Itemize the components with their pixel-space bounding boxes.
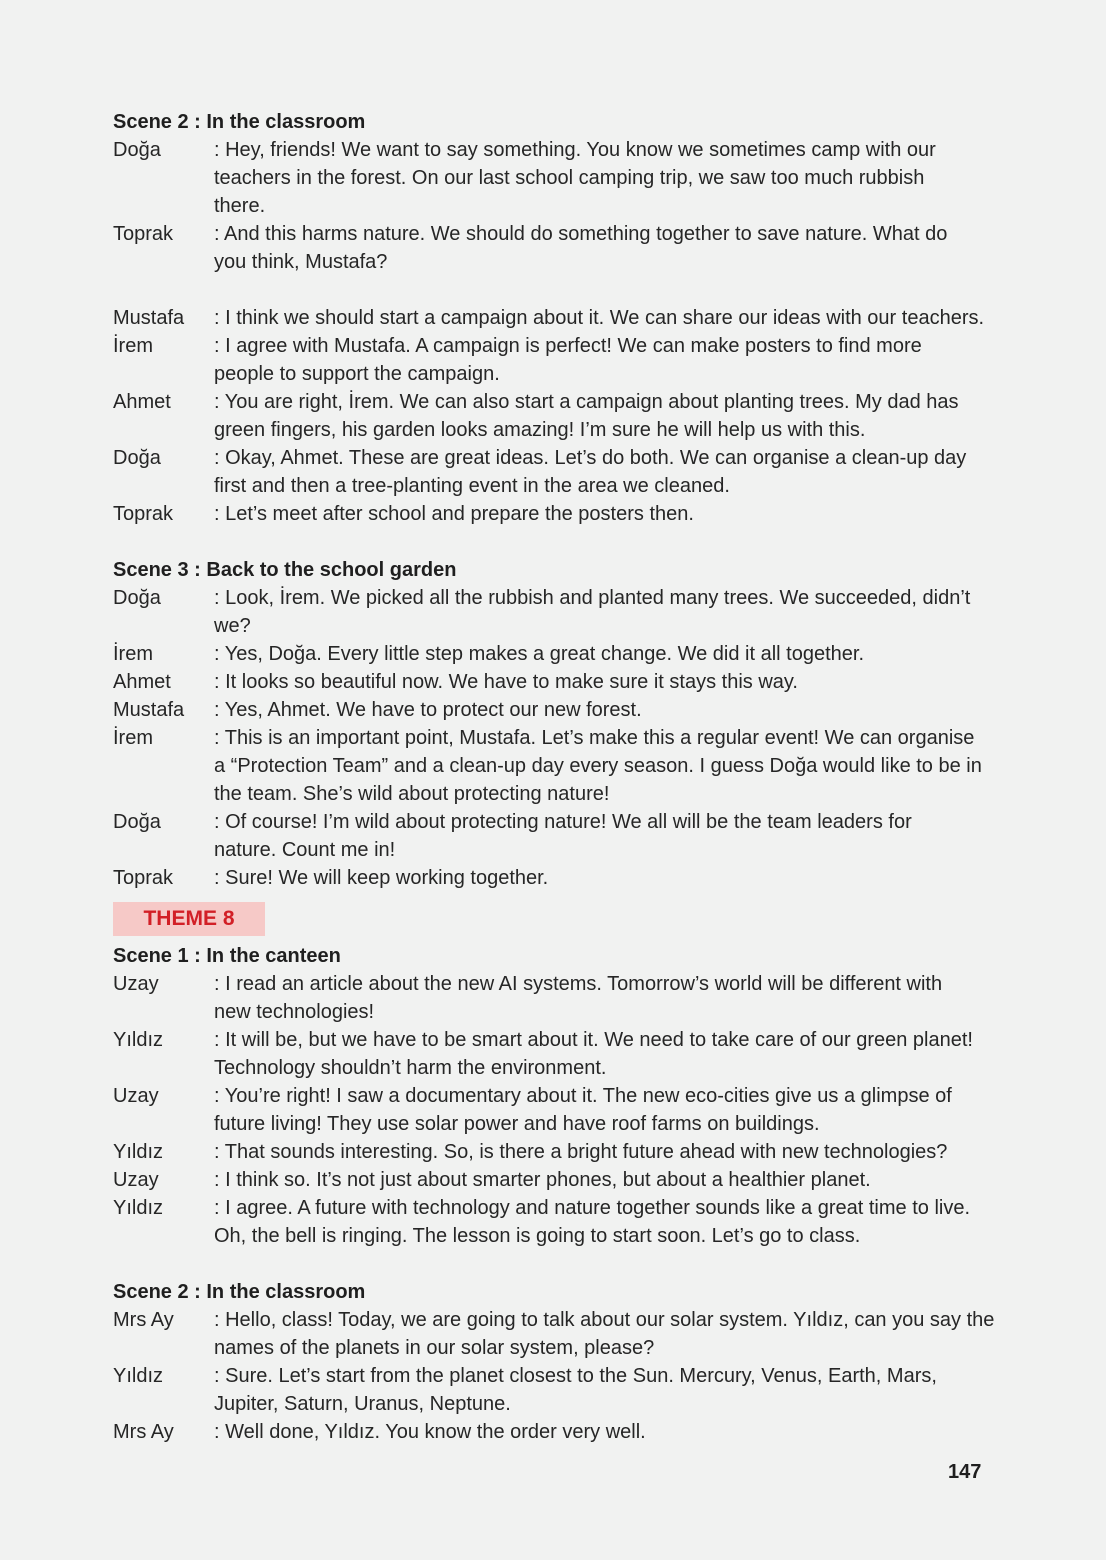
utterance-line: nature. Count me in! xyxy=(214,839,396,861)
dialogue-line xyxy=(113,1418,1013,1446)
speaker-name: Ahmet xyxy=(113,671,171,693)
scene-heading: Scene 3 : Back to the school garden xyxy=(113,559,457,581)
utterance-text xyxy=(214,724,1013,808)
utterance-line: : I read an article about the new AI systems. Tomorrow’s world will be different with xyxy=(214,973,943,995)
utterance-text xyxy=(214,1166,1013,1194)
dialogue-line xyxy=(113,696,1013,724)
utterance-text xyxy=(214,500,1013,528)
utterance-line: : And this harms nature. We should do something together to save nature. What do xyxy=(214,223,948,245)
dialogue-line xyxy=(113,1026,1013,1082)
speaker-name: Toprak xyxy=(113,223,174,245)
utterance-line: Technology shouldn’t harm the environment. xyxy=(214,1057,607,1079)
utterance-line: new technologies! xyxy=(214,1001,375,1023)
dialogue-line xyxy=(113,304,1013,332)
dialogue-line xyxy=(113,444,1013,500)
spacer xyxy=(113,528,1013,556)
speaker-name: Uzay xyxy=(113,973,159,995)
utterance-line: teachers in the forest. On our last school camping trip, we saw too much rubbish xyxy=(214,167,925,189)
dialogue-line xyxy=(113,1166,1013,1194)
utterance-line: : Look, İrem. We picked all the rubbish and planted many trees. We succeeded, didn’t xyxy=(214,587,971,609)
utterance-line: : I agree. A future with technology and nature together sounds like a great time to live. xyxy=(214,1197,971,1219)
utterance-line: : Let’s meet after school and prepare the posters then. xyxy=(214,503,694,525)
utterance-text xyxy=(214,864,1013,892)
utterance-line: names of the planets in our solar system, please? xyxy=(214,1337,655,1359)
speaker-name: İrem xyxy=(113,643,153,665)
utterance-line: : That sounds interesting. So, is there a bright future ahead with new technologies? xyxy=(214,1141,948,1163)
utterance-text xyxy=(214,640,1013,668)
utterance-line: future living! They use solar power and have roof farms on buildings. xyxy=(214,1113,820,1135)
utterance-line: green fingers, his garden looks amazing! I’m sure he will help us with this. xyxy=(214,419,866,441)
utterance-line: there. xyxy=(214,195,266,217)
page-content xyxy=(113,108,1013,1446)
spacer xyxy=(113,276,1013,304)
utterance-line: first and then a tree-planting event in the area we cleaned. xyxy=(214,475,730,497)
utterance-line: : It looks so beautiful now. We have to make sure it stays this way. xyxy=(214,671,798,693)
speaker-name: Mustafa xyxy=(113,699,185,721)
utterance-line: : You’re right! I saw a documentary about it. The new eco-cities give us a glimpse of xyxy=(214,1085,952,1107)
speaker-name: Doğa xyxy=(113,139,161,161)
utterance-text xyxy=(214,1306,1013,1362)
scene-block xyxy=(113,942,1013,1250)
dialogue-line xyxy=(113,970,1013,1026)
scene-block xyxy=(113,108,1013,528)
speaker-name: Yıldız xyxy=(113,1029,164,1051)
speaker-name: Yıldız xyxy=(113,1141,164,1163)
scene-block xyxy=(113,1278,1013,1446)
utterance-line: : Hello, class! Today, we are going to talk about our solar system. Yıldız, can you say the xyxy=(214,1309,995,1331)
utterance-line: : Sure! We will keep working together. xyxy=(214,867,549,889)
utterance-text xyxy=(214,444,1013,500)
utterance-line: Jupiter, Saturn, Uranus, Neptune. xyxy=(214,1393,511,1415)
dialogue-line xyxy=(113,864,1013,892)
utterance-text xyxy=(214,1138,1013,1166)
utterance-line: : Well done, Yıldız. You know the order very well. xyxy=(214,1421,646,1443)
dialogue-line xyxy=(113,640,1013,668)
dialogue-line xyxy=(113,668,1013,696)
dialogue-line xyxy=(113,584,1013,640)
dialogue-line xyxy=(113,1138,1013,1166)
speaker-name: Mrs Ay xyxy=(113,1421,174,1443)
utterance-text xyxy=(214,388,1013,444)
dialogue-line xyxy=(113,332,1013,388)
utterance-line: a “Protection Team” and a clean-up day every season. I guess Doğa would like to be in xyxy=(214,755,982,777)
utterance-line: : I agree with Mustafa. A campaign is perfect! We can make posters to find more xyxy=(214,335,922,357)
utterance-text xyxy=(214,220,1013,276)
dialogue-line xyxy=(113,808,1013,864)
scene-heading: Scene 1 : In the canteen xyxy=(113,945,341,967)
speaker-name: Uzay xyxy=(113,1169,159,1191)
utterance-line: : It will be, but we have to be smart about it. We need to take care of our green planet! xyxy=(214,1029,973,1051)
speaker-name: Yıldız xyxy=(113,1365,164,1387)
utterance-text xyxy=(214,668,1013,696)
scene-block xyxy=(113,556,1013,892)
speaker-name: Yıldız xyxy=(113,1197,164,1219)
page-number: 147 xyxy=(948,1461,982,1483)
utterance-text xyxy=(214,332,1013,388)
utterance-text xyxy=(214,1082,1013,1138)
dialogue-line xyxy=(113,1194,1013,1250)
dialogue-line xyxy=(113,136,1013,220)
utterance-text xyxy=(214,696,1013,724)
spacer xyxy=(113,1250,1013,1278)
utterance-line: Oh, the bell is ringing. The lesson is going to start soon. Let’s go to class. xyxy=(214,1225,861,1247)
utterance-text xyxy=(214,1362,1013,1418)
dialogue-line xyxy=(113,388,1013,444)
utterance-line: people to support the campaign. xyxy=(214,363,500,385)
dialogue-line xyxy=(113,500,1013,528)
utterance-text xyxy=(214,136,1013,220)
utterance-text xyxy=(214,1418,1013,1446)
utterance-line: we? xyxy=(214,615,251,637)
speaker-name: İrem xyxy=(113,335,153,357)
scene-heading: Scene 2 : In the classroom xyxy=(113,1281,366,1303)
speaker-name: Toprak xyxy=(113,867,174,889)
speaker-name: Doğa xyxy=(113,811,161,833)
speaker-name: Mustafa xyxy=(113,307,185,329)
utterance-line: : I think so. It’s not just about smarter phones, but about a healthier planet. xyxy=(214,1169,871,1191)
utterance-line: : This is an important point, Mustafa. Let’s make this a regular event! We can organise xyxy=(214,727,975,749)
utterance-line: : Of course! I’m wild about protecting nature! We all will be the team leaders for xyxy=(214,811,912,833)
speaker-name: Ahmet xyxy=(113,391,171,413)
dialogue-line xyxy=(113,724,1013,808)
theme-banner: THEME 8 xyxy=(113,902,265,936)
dialogue-line xyxy=(113,1082,1013,1138)
utterance-line: : Yes, Ahmet. We have to protect our new forest. xyxy=(214,699,642,721)
speaker-name: Uzay xyxy=(113,1085,159,1107)
dialogue-line xyxy=(113,1306,1013,1362)
utterance-line: : I think we should start a campaign about it. We can share our ideas with our teachers. xyxy=(214,307,985,329)
utterance-text xyxy=(214,304,1013,332)
dialogue-line xyxy=(113,1362,1013,1418)
utterance-line: : Okay, Ahmet. These are great ideas. Let’s do both. We can organise a clean-up day xyxy=(214,447,967,469)
utterance-line: : Yes, Doğa. Every little step makes a great change. We did it all together. xyxy=(214,643,864,665)
speaker-name: Doğa xyxy=(113,587,161,609)
utterance-line: : Sure. Let’s start from the planet closest to the Sun. Mercury, Venus, Earth, Mars, xyxy=(214,1365,937,1387)
utterance-line: : Hey, friends! We want to say something. You know we sometimes camp with our xyxy=(214,139,936,161)
speaker-name: Doğa xyxy=(113,447,161,469)
theme-wrap xyxy=(113,892,1013,942)
utterance-text xyxy=(214,1026,1013,1082)
utterance-text xyxy=(214,808,1013,864)
speaker-name: İrem xyxy=(113,727,153,749)
utterance-line: : You are right, İrem. We can also start a campaign about planting trees. My dad has xyxy=(214,391,959,413)
dialogue-line xyxy=(113,220,1013,276)
utterance-text xyxy=(214,970,1013,1026)
utterance-text xyxy=(214,584,1013,640)
utterance-text xyxy=(214,1194,1013,1250)
scene-heading: Scene 2 : In the classroom xyxy=(113,111,366,133)
utterance-line: you think, Mustafa? xyxy=(214,251,388,273)
speaker-name: Mrs Ay xyxy=(113,1309,174,1331)
speaker-name: Toprak xyxy=(113,503,174,525)
utterance-line: the team. She’s wild about protecting nature! xyxy=(214,783,610,805)
